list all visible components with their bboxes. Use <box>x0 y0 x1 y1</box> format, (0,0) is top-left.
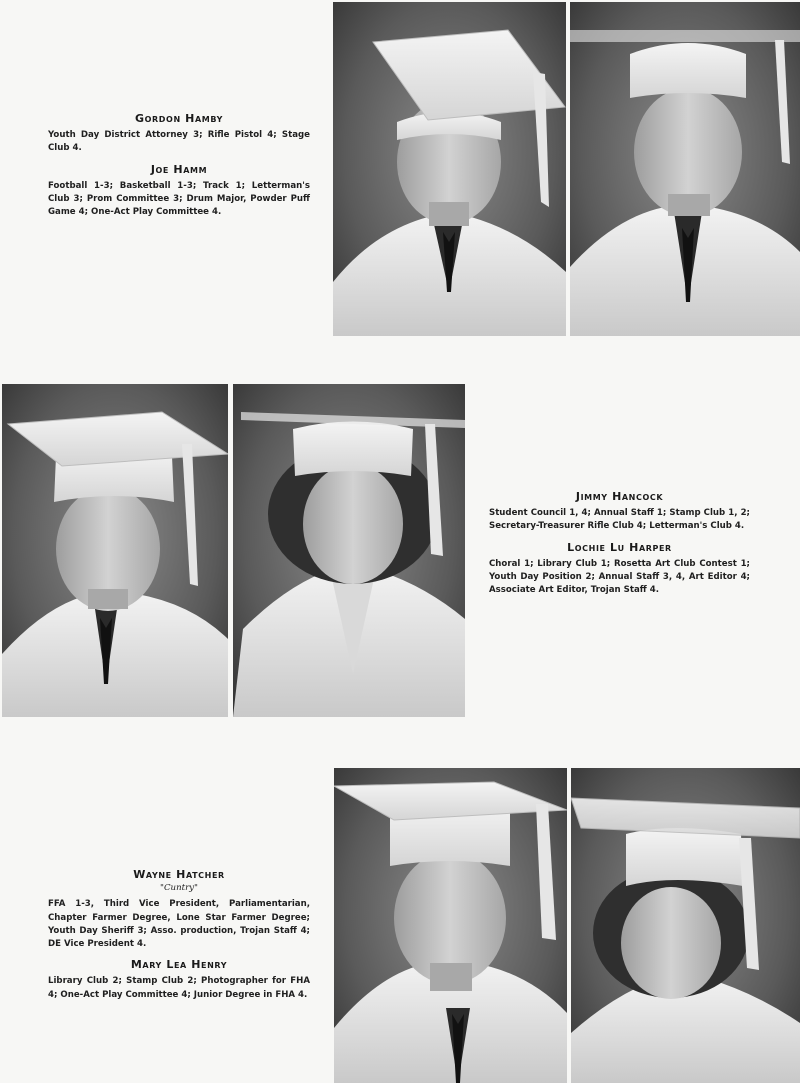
student-name: Gordon Hamby <box>135 112 223 125</box>
student-entry <box>489 490 750 534</box>
student-activities: Youth Day District Attorney 3; Rifle Pistol 4; Stage Club 4. <box>48 130 310 154</box>
student-name: Lochie Lu Harper <box>567 540 672 554</box>
student-activities: Football 1-3; Basketball 1-3; Track 1; Letterman's Club 3; Prom Committee 3; Drum Major, Powder Puff Game 4; One-Act Play Committee 4. <box>48 180 310 218</box>
portrait-photo <box>333 2 566 336</box>
student-entry <box>48 958 310 1002</box>
male-graduate-portrait <box>333 2 566 336</box>
portrait-photo <box>570 2 800 336</box>
student-entry <box>48 112 310 156</box>
bio-block-middle <box>489 490 750 604</box>
student-name: Mary Lea Henry <box>130 958 228 972</box>
student-name: Joe Hamm <box>150 162 208 176</box>
student-entry <box>48 868 310 951</box>
bio-block-top <box>48 112 310 226</box>
student-activities: Choral 1; Library Club 1; Rosetta Art Club Contest 1; Youth Day Position 2; Annual Staff 3, 4, Art Editor 4; Associate Art Editor, Trojan Staff 4. <box>489 558 750 596</box>
portrait-photo <box>233 384 465 717</box>
portrait-photo <box>2 384 228 717</box>
female-graduate-portrait <box>233 384 465 717</box>
student-entry <box>489 541 750 598</box>
student-name: Jimmy Hancock <box>575 490 664 503</box>
student-activities: FFA 1-3, Third Vice President, Parliamentarian, Chapter Farmer Degree, Lone Star Farmer Degree; Youth Day Sheriff 3; Asso. production, Trojan Staff 4; DE Vice President 4. <box>48 899 310 950</box>
male-graduate-portrait <box>570 2 800 336</box>
male-graduate-portrait <box>2 384 228 717</box>
male-graduate-portrait <box>334 768 567 1083</box>
female-graduate-portrait <box>571 768 800 1083</box>
portrait-photo <box>334 768 567 1083</box>
student-activities: Library Club 2; Stamp Club 2; Photographer for FHA 4; One-Act Play Committee 4; Junior Degree in FHA 4. <box>48 976 310 1000</box>
student-activities: Student Council 1, 4; Annual Staff 1; Stamp Club 1, 2; Secretary-Treasurer Rifle Club 4; Letterman's Club 4. <box>489 508 750 532</box>
student-entry <box>48 163 310 220</box>
student-nickname: "Cuntry" <box>160 883 198 894</box>
bio-block-bottom <box>48 868 310 1009</box>
student-name: Wayne Hatcher <box>133 868 225 881</box>
portrait-photo <box>571 768 800 1083</box>
